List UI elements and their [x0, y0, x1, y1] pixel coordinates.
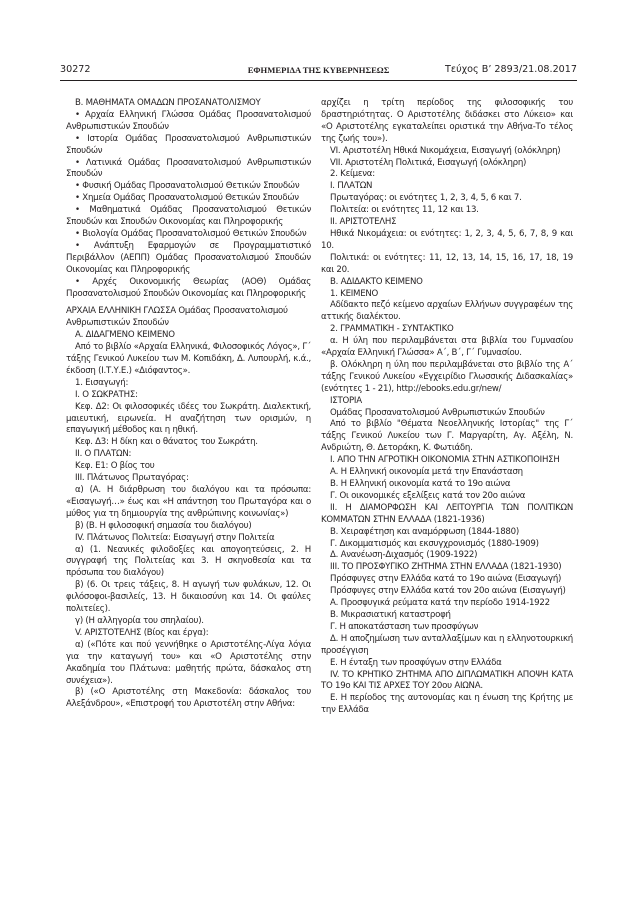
paragraph: Ε. Η ένταξη των προσφύγων στην Ελλάδα [330, 657, 502, 668]
paragraph: Α. Η Ελληνική οικονομία μετά την Επανάσταση [330, 467, 523, 478]
header-rule [60, 80, 577, 81]
paragraph: Αδίδακτο πεζό κείμενο αρχαίων Ελλήνων συγγραφέων της αττικής διαλέκτου. [321, 300, 573, 323]
paragraph: Κεφ. Δ3: Η δίκη και ο θάνατος του Σωκράτη. [75, 437, 258, 448]
paragraph: Από το βιβλίο «Αρχαία Ελληνικά, Φιλοσοφικός Λόγος», Γ΄ τάξης Γενικού Λυκείου των Μ. Κοπιδάκη, Δ. Λυπουρλή, κ.ά., έκδοση (Ι.Τ.Υ.Ε.) «Διόφαντος». [66, 342, 311, 376]
paragraph: Κεφ. Ε1: Ο βίος του [75, 461, 155, 472]
paragraph: Β. Μικρασιατική καταστροφή [330, 609, 451, 620]
paragraph: • Λατινικά Ομάδας Προσανατολισμού Ανθρωπιστικών Σπουδών [66, 157, 311, 180]
paragraph: Β. ΜΑΘΗΜΑΤΑ ΟΜΑΔΩΝ ΠΡΟΣΑΝΑΤΟΛΙΣΜΟΥ [75, 98, 261, 108]
paragraph: αρχίζει η τρίτη περίοδος της φιλοσοφικής του δραστηριότητας. Ο Αριστοτέλης διδάσκει στο Λύκειο» και «Ο Αριστοτέλης εγκαταλείπει οριστικά την Αθήνα-Το τέλος της ζωής του»). [321, 98, 573, 144]
paragraph: 1. ΚΕΙΜΕΝΟ [330, 288, 379, 299]
paragraph: Πρωταγόρας: οι ενότητες 1, 2, 3, 4, 5, 6 και 7. [330, 193, 522, 204]
paragraph: VII. Αριστοτέλη Πολιτικά, Εισαγωγή (ολόκληρη) [330, 157, 527, 168]
paragraph: • Φυσική Ομάδας Προσανατολισμού Θετικών Σπουδών [75, 181, 300, 192]
issue-reference: Τεύχος Β’ 2893/21.08.2017 [445, 64, 577, 75]
paragraph: β) (Β. Η φιλοσοφική σημασία του διαλόγου) [75, 520, 252, 531]
paragraph: Ομάδας Προσανατολισμού Ανθρωπιστικών Σπουδών [330, 407, 545, 418]
paragraph: ΙΙ. Η ΔΙΑΜΟΡΦΩΣΗ ΚΑΙ ΛΕΙΤΟΥΡΓΙΑ ΤΩΝ ΠΟΛΙΤΙΚΩΝ ΚΟΜΜΑΤΩΝ ΣΤΗΝ ΕΛΛΑΔΑ (1821-1936) [321, 502, 573, 525]
subject-heading: ΑΡΧΑΙΑ ΕΛΛΗΝΙΚΗ ΓΛΩΣΣΑ Ομάδας Προσανατολισμού Ανθρωπιστικών Σπουδών [66, 306, 288, 329]
paragraph: α) (1. Νεανικές φιλοδοξίες και απογοητεύσεις, 2. Η συγγραφή της Πολιτείας και 3. Η σκηνοθεσία και τα πρόσωπα του διαλόγου) [66, 544, 311, 579]
paragraph: 1. Εισαγωγή: [75, 377, 129, 388]
paragraph: ΙΣΤΟΡΙΑ [330, 395, 362, 406]
paragraph: Ι. ΠΛΑΤΩΝ [330, 181, 373, 192]
paragraph: Πολιτικά: οι ενότητες: 11, 12, 13, 14, 15, 16, 17, 18, 19 και 20. [321, 252, 573, 275]
page-number: 30272 [60, 64, 91, 75]
paragraph: ΙΙ. ΑΡΙΣΤΟΤΕΛΗΣ [330, 217, 397, 228]
paragraph: β. Ολόκληρη η ύλη που περιλαμβάνεται στο βιβλίο της Α΄ τάξης Γενικού Λυκείου «Εγχειρίδιο Γλωσσικής Διδασκαλίας» (ενότητες 1 - 21), http://ebooks.edu.gr/new/ [321, 359, 573, 394]
paragraph: Κεφ. Δ2: Οι φιλοσοφικές ιδέες του Σωκράτη. Διαλεκτική, μαιευτική, ειρωνεία. Η αναζήτηση των ορισμών, η επαγωγική μέθοδος και η ηθική. [66, 401, 311, 436]
paragraph: β) («Ο Αριστοτέλης στη Μακεδονία: δάσκαλος του Αλεξάνδρου», «Επιστροφή του Αριστοτέλη στην Αθήνα: [66, 687, 311, 710]
paragraph: Ε. Η περίοδος της αυτονομίας και η ένωση της Κρήτης με την Ελλάδα [321, 693, 573, 716]
paragraph: Β. ΑΔΙΔΑΚΤΟ ΚΕΙΜΕΝΟ [330, 276, 423, 287]
paragraph: Πρόσφυγες στην Ελλάδα κατά τον 20ο αιώνα (Εισαγωγή) [330, 586, 566, 597]
paragraph: α) («Πότε και πού γεννήθηκε ο Αριστοτέλης-Λίγα λόγια για την καταγωγή του» και «Ο Αριστοτέλης στην Ακαδημία του Πλάτωνα: μαθητής πρώτα, δάσκαλος στη συνέχεια»). [66, 639, 311, 686]
paragraph: Δ. Η αποζημίωση των ανταλλαξίμων και η ελληνοτουρκική προσέγγιση [321, 633, 573, 656]
paragraph: Ι. ΑΠΟ ΤΗΝ ΑΓΡΟΤΙΚΗ ΟΙΚΟΝΟΜΙΑ ΣΤΗΝ ΑΣΤΙΚΟΠΟΙΗΣΗ [330, 455, 560, 466]
paragraph: ΙΙ. Ο ΠΛΑΤΩΝ: [75, 449, 132, 460]
paragraph: • Χημεία Ομάδας Προσανατολισμού Θετικών Σπουδών [75, 193, 299, 204]
paragraph: • Ιστορία Ομάδας Προσανατολισμού Ανθρωπιστικών Σπουδών [66, 133, 311, 156]
paragraph: Ι. Ο ΣΩΚΡΑΤΗΣ: [75, 389, 138, 400]
paragraph: Α. ΔΙΔΑΓΜΕΝΟ ΚΕΙΜΕΝΟ [75, 330, 175, 341]
paragraph: Πολιτεία: οι ενότητες 11, 12 και 13. [330, 205, 479, 216]
paragraph: Από το βιβλίο "Θέματα Νεοελληνικής Ιστορίας" της Γ΄ τάξης Γενικού Λυκείου των Γ. Μαργαρίτη, Αγ. Αξέλη, Ν. Ανδριώτη, Θ. Δετοράκη, Κ. Φωτιάδη. [321, 419, 573, 454]
paragraph: IV. ΤΟ ΚΡΗΤΙΚΟ ΖΗΤΗΜΑ ΑΠΟ ΔΙΠΛΩΜΑΤΙΚΗ ΑΠΟΨΗ ΚΑΤΑ ΤΟ 19ο ΚΑΙ ΤΙΣ ΑΡΧΕΣ ΤΟΥ 20ου ΑΙΩΝΑ. [321, 669, 573, 692]
paragraph: III. ΤΟ ΠΡΟΣΦΥΓΙΚΟ ΖΗΤΗΜΑ ΣΤΗΝ ΕΛΛΑΔΑ (1821-1930) [330, 562, 562, 573]
paragraph: ΙΙΙ. Πλάτωνος Πρωταγόρας: [75, 473, 189, 484]
paragraph: α. Η ύλη που περιλαμβάνεται στα βιβλία του Γυμνασίου «Αρχαία Ελληνική Γλώσσα» Α΄, Β΄, Γ΄ Γυμνασίου. [321, 336, 573, 359]
paragraph: • Αρχαία Ελληνική Γλώσσα Ομάδας Προσανατολισμού Ανθρωπιστικών Σπουδών [66, 109, 311, 132]
paragraph: Γ. Δικομματισμός και εκσυγχρονισμός (1880-1909) [330, 538, 539, 549]
page-header [60, 64, 577, 76]
paragraph: γ) (Η αλληγορία του σπηλαίου). [75, 615, 204, 626]
paragraph: • Μαθηματικά Ομάδας Προσανατολισμού Θετικών Σπουδών και Σπουδών Οικονομίας και Πληροφορικής [66, 205, 311, 228]
paragraph: Γ. Η αποκατάσταση των προσφύγων [330, 621, 479, 632]
paragraph: 2. ΓΡΑΜΜΑΤΙΚΗ - ΣΥΝΤΑΚΤΙΚΟ [330, 324, 454, 335]
right-column [321, 98, 573, 717]
paragraph: Ηθικά Νικομάχεια: οι ενότητες: 1, 2, 3, 4, 5, 6, 7, 8, 9 και 10. [321, 228, 573, 251]
paragraph: Β. Η Ελληνική οικονομία κατά το 19ο αιώνα [330, 479, 511, 489]
paragraph: Α. Προσφυγικά ρεύματα κατά την περίοδο 1914-1922 [330, 598, 550, 609]
journal-title: ΕΦΗΜΕΡΙΔΑ ΤΗΣ ΚΥΒΕΡΝΗΣΕΩΣ [247, 65, 390, 75]
left-column [66, 98, 311, 711]
paragraph: β) (6. Οι τρεις τάξεις, 8. Η αγωγή των φυλάκων, 12. Οι φιλόσοφοι-βασιλείς, 13. Η δικαιοσύνη και 14. Οι φαύλες πολιτείες). [66, 580, 311, 615]
paragraph: • Αρχές Οικονομικής Θεωρίας (ΑΟΘ) Ομάδας Προσανατολισμού Σπουδών Οικονομίας και Πληροφορικής [66, 276, 311, 299]
paragraph: • Ανάπτυξη Εφαρμογών σε Προγραμματιστικό Περιβάλλον (ΑΕΠΠ) Ομάδας Προσανατολισμού Σπουδών Οικονομίας και Πληροφορικής [66, 240, 311, 275]
paragraph: • Βιολογία Ομάδας Προσανατολισμού Θετικών Σπουδών [75, 228, 307, 239]
paragraph: Δ. Ανανέωση-Διχασμός (1909-1922) [330, 550, 478, 561]
paragraph: α) (Α. Η διάρθρωση του διαλόγου και τα πρόσωπα: «Εισαγωγή…» έως και «Η απάντηση του Πρωταγόρα και ο μύθος για τη δημιουργία της ανθρώπινης κοινωνίας») [66, 485, 311, 519]
paragraph: Β. Χειραφέτηση και αναμόρφωση (1844-1880) [330, 526, 519, 537]
paragraph: Πρόσφυγες στην Ελλάδα κατά το 19ο αιώνα (Εισαγωγή) [330, 574, 562, 585]
paragraph: Γ. Οι οικονομικές εξελίξεις κατά τον 20ο αιώνα [330, 490, 526, 501]
paragraph: IV. Πλάτωνος Πολιτεία: Εισαγωγή στην Πολιτεία [75, 532, 275, 543]
paragraph: 2. Κείμενα: [330, 169, 375, 180]
paragraph: VI. Αριστοτέλη Ηθικά Νικομάχεια, Εισαγωγή (ολόκληρη) [330, 145, 561, 156]
paragraph: V. ΑΡΙΣΤΟΤΕΛΗΣ (Βίος και έργα): [75, 627, 209, 638]
